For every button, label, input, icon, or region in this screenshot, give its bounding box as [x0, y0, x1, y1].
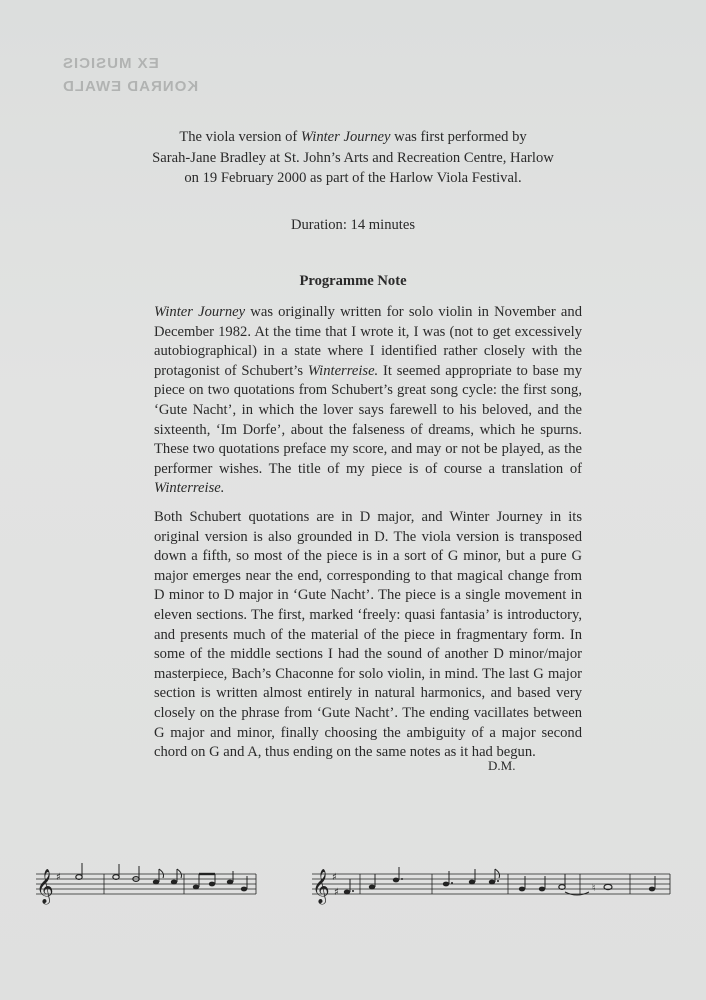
note: [489, 880, 495, 885]
note: [393, 878, 399, 883]
bleed-through-text: [62, 52, 222, 98]
intro-line-3: on 19 February 2000 as part of the Harlow Viola Festival.: [184, 170, 522, 186]
programme-note-paragraph-2: Both Schubert quotations are in D major, and Winter Journey in its original version is also grounded in D. The viola version is transposed down a fifth, so most of the piece is in a sort of G minor, but a pure G major emerges near the end, corresponding to that magical change from D minor to D major in ‘Gute Nacht’. The piece is a single movement in eleven sections. The first, marked ‘freely: quasi fantasia’ is introductory, and presents much of the material of the piece in fragmentary form. In some of the middle sections I had the sound of another D minor/major masterpiece, Bach’s Chaconne for solo violin, in mind. The last G major section is written almost entirely in natural harmonics, and based very closely on the phrase from ‘Gute Nacht’. The ending vacillates between G major and minor, finally choosing the ambiguity of a major second chord on G and A, thus ending on the same notes as it had begun.: [154, 509, 582, 761]
note: [443, 882, 449, 887]
note: [209, 882, 215, 887]
bleed-through-line-1: EX MUSICIS: [62, 55, 159, 72]
note: [369, 885, 375, 890]
music-incipit-gute-nacht: [36, 862, 260, 906]
key-signature-sharp: ♯: [332, 872, 337, 883]
note: [153, 880, 159, 885]
note: [193, 885, 199, 890]
intro-line-2: Sarah-Jane Bradley at St. John’s Arts and Recreation Centre, Harlow: [152, 149, 554, 166]
programme-note-paragraph-1: Winter Journey was originally written for solo violin in November and December 1982. At the time that I wrote it, I was (not to get excessively autobiographical) in a state where I identified rather closely with the protagonist of Schubert’s Winterreise. It seemed appropriate to base my piece on two quotations from Schubert’s great song cycle: the first song, ‘Gute Nacht’, in which the lover says farewell to his beloved, and the sixteenth, ‘Im Dorfe’, about the falseness of dreams, which he spurns. These two quotations preface my score, and may or not be played, as the performer wishes. The title of my piece is of course a translation of Winterreise.: [154, 304, 582, 497]
key-signature-sharp: ♯: [56, 872, 61, 883]
flag: [177, 869, 182, 878]
note: [469, 880, 475, 885]
treble-clef: 𝄞: [36, 869, 54, 904]
accidental-natural: ♮: [592, 883, 596, 894]
work-title: Winter Journey: [300, 129, 391, 145]
note: [171, 880, 177, 885]
accidental-sharp: ♯: [334, 887, 339, 898]
flag: [495, 869, 500, 878]
flag: [159, 869, 164, 878]
music-incipit-im-dorfe: [312, 862, 676, 906]
bleed-through-line-2: KONRAD EWALD: [62, 78, 199, 95]
note: [539, 887, 545, 892]
tie: [565, 892, 589, 895]
intro-line-1: The viola version of Winter Journey was first performed by: [179, 129, 527, 145]
note: [344, 890, 350, 895]
note: [241, 887, 247, 892]
note: [519, 887, 525, 892]
signature-initials: D.M.: [488, 758, 516, 773]
duration: Duration: 14 minutes: [290, 217, 416, 233]
performance-intro: [0, 127, 706, 189]
note: [649, 887, 655, 892]
programme-note-heading: Programme Note: [299, 273, 407, 289]
treble-clef: 𝄞: [312, 869, 330, 904]
note: [227, 880, 233, 885]
